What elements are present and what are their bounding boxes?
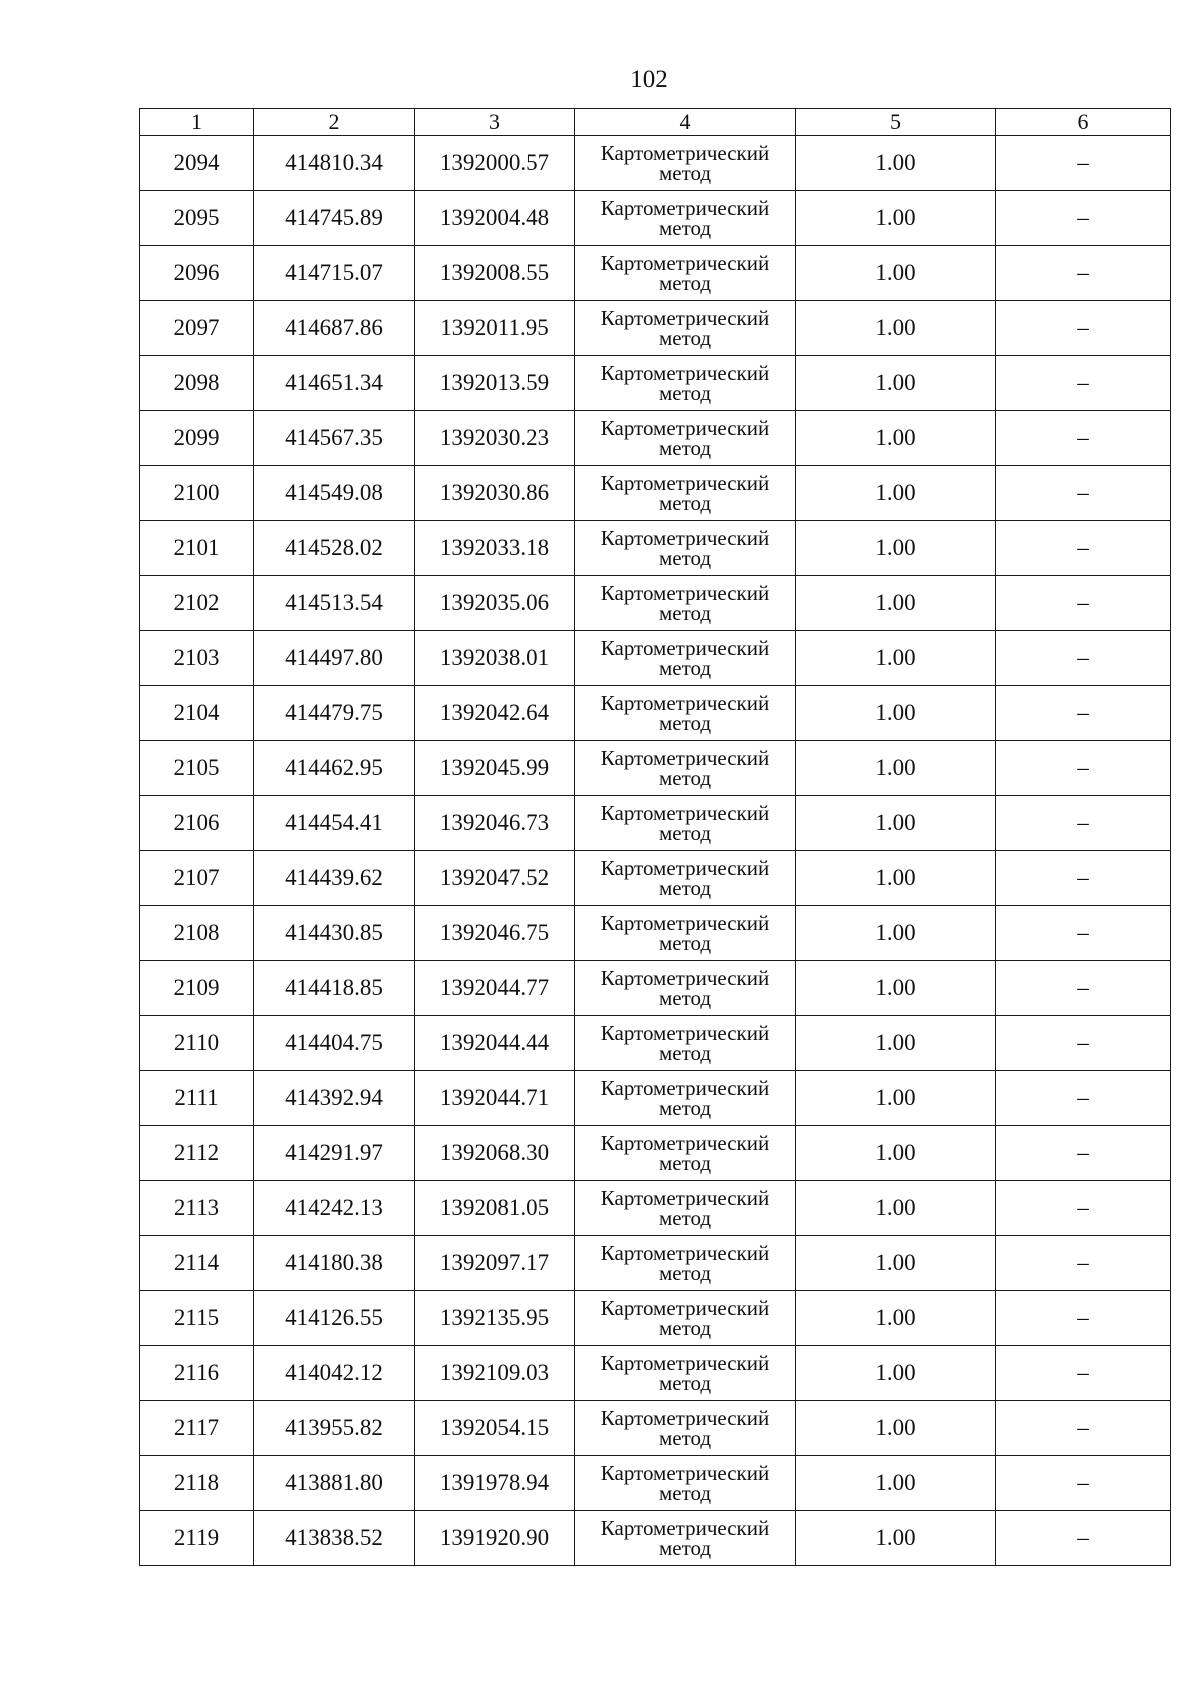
method-line-1: Картометрический <box>600 1406 770 1430</box>
y-coordinate-cell: 1392000.57 <box>415 136 575 191</box>
point-number-cell: 2111 <box>140 1071 254 1126</box>
accuracy-cell: 1.00 <box>796 851 996 906</box>
table-row <box>140 1346 1171 1401</box>
x-coordinate-cell: 414454.41 <box>254 796 415 851</box>
accuracy-cell: 1.00 <box>796 136 996 191</box>
accuracy-cell: 1.00 <box>796 521 996 576</box>
accuracy-cell: 1.00 <box>796 1511 996 1566</box>
method-line-2: метод <box>658 1536 712 1560</box>
point-number-cell: 2100 <box>140 466 254 521</box>
accuracy-cell: 1.00 <box>796 961 996 1016</box>
point-number-cell: 2101 <box>140 521 254 576</box>
table-row <box>140 191 1171 246</box>
method-cell <box>575 246 796 301</box>
method-line-1: Картометрический <box>600 306 770 330</box>
y-coordinate-cell: 1392068.30 <box>415 1126 575 1181</box>
method-line-2: метод <box>658 1371 712 1395</box>
table-row <box>140 1236 1171 1291</box>
method-line-2: метод <box>658 1316 712 1340</box>
note-cell: – <box>996 1291 1171 1346</box>
y-coordinate-cell: 1392008.55 <box>415 246 575 301</box>
table-row <box>140 301 1171 356</box>
point-number-cell: 2098 <box>140 356 254 411</box>
x-coordinate-cell: 413881.80 <box>254 1456 415 1511</box>
table-row <box>140 961 1171 1016</box>
table-row <box>140 631 1171 686</box>
y-coordinate-cell: 1392044.77 <box>415 961 575 1016</box>
y-coordinate-cell: 1392135.95 <box>415 1291 575 1346</box>
note-cell: – <box>996 191 1171 246</box>
x-coordinate-cell: 414651.34 <box>254 356 415 411</box>
table-row <box>140 1016 1171 1071</box>
accuracy-cell: 1.00 <box>796 1291 996 1346</box>
table-row <box>140 356 1171 411</box>
table-row <box>140 686 1171 741</box>
accuracy-cell: 1.00 <box>796 741 996 796</box>
point-number-cell: 2102 <box>140 576 254 631</box>
method-line-2: метод <box>658 546 712 570</box>
point-number-cell: 2109 <box>140 961 254 1016</box>
note-cell: – <box>996 246 1171 301</box>
column-header-5: 5 <box>796 109 996 136</box>
method-line-2: метод <box>658 601 712 625</box>
y-coordinate-cell: 1392097.17 <box>415 1236 575 1291</box>
table-row <box>140 1511 1171 1566</box>
note-cell: – <box>996 1126 1171 1181</box>
accuracy-cell: 1.00 <box>796 411 996 466</box>
note-cell: – <box>996 906 1171 961</box>
method-line-1: Картометрический <box>600 196 770 220</box>
accuracy-cell: 1.00 <box>796 246 996 301</box>
method-line-1: Картометрический <box>600 1021 770 1045</box>
column-header-2: 2 <box>254 109 415 136</box>
note-cell: – <box>996 686 1171 741</box>
accuracy-cell: 1.00 <box>796 1016 996 1071</box>
table-row <box>140 521 1171 576</box>
method-line-1: Картометрический <box>600 746 770 770</box>
point-number-cell: 2106 <box>140 796 254 851</box>
y-coordinate-cell: 1391978.94 <box>415 1456 575 1511</box>
y-coordinate-cell: 1392030.86 <box>415 466 575 521</box>
point-number-cell: 2114 <box>140 1236 254 1291</box>
note-cell: – <box>996 631 1171 686</box>
accuracy-cell: 1.00 <box>796 1181 996 1236</box>
method-line-1: Картометрический <box>600 636 770 660</box>
method-line-1: Картометрический <box>600 526 770 550</box>
accuracy-cell: 1.00 <box>796 466 996 521</box>
y-coordinate-cell: 1392044.44 <box>415 1016 575 1071</box>
method-cell <box>575 191 796 246</box>
x-coordinate-cell: 414715.07 <box>254 246 415 301</box>
method-line-1: Картометрический <box>600 1461 770 1485</box>
point-number-cell: 2096 <box>140 246 254 301</box>
accuracy-cell: 1.00 <box>796 1346 996 1401</box>
method-line-1: Картометрический <box>600 1076 770 1100</box>
method-line-2: метод <box>658 1261 712 1285</box>
point-number-cell: 2116 <box>140 1346 254 1401</box>
method-line-1: Картометрический <box>600 1296 770 1320</box>
method-line-1: Картометрический <box>600 416 770 440</box>
accuracy-cell: 1.00 <box>796 686 996 741</box>
point-number-cell: 2099 <box>140 411 254 466</box>
y-coordinate-cell: 1392033.18 <box>415 521 575 576</box>
column-header-3: 3 <box>415 109 575 136</box>
method-line-2: метод <box>658 161 712 185</box>
method-line-1: Картометрический <box>600 966 770 990</box>
x-coordinate-cell: 414479.75 <box>254 686 415 741</box>
point-number-cell: 2117 <box>140 1401 254 1456</box>
note-cell: – <box>996 1346 1171 1401</box>
point-number-cell: 2108 <box>140 906 254 961</box>
note-cell: – <box>996 356 1171 411</box>
method-line-2: метод <box>658 381 712 405</box>
method-line-2: метод <box>658 876 712 900</box>
method-cell <box>575 741 796 796</box>
table-row <box>140 741 1171 796</box>
point-number-cell: 2097 <box>140 301 254 356</box>
table-row <box>140 136 1171 191</box>
note-cell: – <box>996 301 1171 356</box>
accuracy-cell: 1.00 <box>796 1126 996 1181</box>
method-cell <box>575 686 796 741</box>
method-line-1: Картометрический <box>600 1241 770 1265</box>
accuracy-cell: 1.00 <box>796 631 996 686</box>
method-cell <box>575 136 796 191</box>
note-cell: – <box>996 1401 1171 1456</box>
method-line-1: Картометрический <box>600 1186 770 1210</box>
x-coordinate-cell: 414549.08 <box>254 466 415 521</box>
method-cell <box>575 1456 796 1511</box>
x-coordinate-cell: 414528.02 <box>254 521 415 576</box>
method-line-1: Картометрический <box>600 1351 770 1375</box>
x-coordinate-cell: 414242.13 <box>254 1181 415 1236</box>
column-header-6: 6 <box>996 109 1171 136</box>
point-number-cell: 2119 <box>140 1511 254 1566</box>
table-header <box>140 109 1171 136</box>
accuracy-cell: 1.00 <box>796 1456 996 1511</box>
y-coordinate-cell: 1392013.59 <box>415 356 575 411</box>
note-cell: – <box>996 851 1171 906</box>
method-cell <box>575 1126 796 1181</box>
y-coordinate-cell: 1392081.05 <box>415 1181 575 1236</box>
point-number-cell: 2103 <box>140 631 254 686</box>
table-row <box>140 1126 1171 1181</box>
method-line-1: Картометрический <box>600 856 770 880</box>
x-coordinate-cell: 414392.94 <box>254 1071 415 1126</box>
y-coordinate-cell: 1391920.90 <box>415 1511 575 1566</box>
page-number: 102 <box>630 66 668 93</box>
table-body <box>140 136 1171 1566</box>
y-coordinate-cell: 1392011.95 <box>415 301 575 356</box>
note-cell: – <box>996 136 1171 191</box>
note-cell: – <box>996 1456 1171 1511</box>
method-line-2: метод <box>658 1151 712 1175</box>
x-coordinate-cell: 414439.62 <box>254 851 415 906</box>
method-line-2: метод <box>658 436 712 460</box>
y-coordinate-cell: 1392030.23 <box>415 411 575 466</box>
method-line-1: Картометрический <box>600 1516 770 1540</box>
method-line-2: метод <box>658 491 712 515</box>
table-row <box>140 851 1171 906</box>
method-line-2: метод <box>658 271 712 295</box>
point-number-cell: 2115 <box>140 1291 254 1346</box>
method-line-2: метод <box>658 326 712 350</box>
method-line-2: метод <box>658 711 712 735</box>
note-cell: – <box>996 1236 1171 1291</box>
note-cell: – <box>996 741 1171 796</box>
column-header-4: 4 <box>575 109 796 136</box>
method-line-1: Картометрический <box>600 581 770 605</box>
method-line-2: метод <box>658 986 712 1010</box>
x-coordinate-cell: 414462.95 <box>254 741 415 796</box>
method-line-2: метод <box>658 1096 712 1120</box>
x-coordinate-cell: 414404.75 <box>254 1016 415 1071</box>
table-row <box>140 1291 1171 1346</box>
method-line-1: Картометрический <box>600 911 770 935</box>
accuracy-cell: 1.00 <box>796 301 996 356</box>
accuracy-cell: 1.00 <box>796 356 996 411</box>
y-coordinate-cell: 1392047.52 <box>415 851 575 906</box>
note-cell: – <box>996 466 1171 521</box>
method-line-2: метод <box>658 766 712 790</box>
table-row <box>140 796 1171 851</box>
accuracy-cell: 1.00 <box>796 1401 996 1456</box>
x-coordinate-cell: 414687.86 <box>254 301 415 356</box>
method-cell <box>575 1401 796 1456</box>
point-number-cell: 2095 <box>140 191 254 246</box>
method-line-2: метод <box>658 1426 712 1450</box>
point-number-cell: 2112 <box>140 1126 254 1181</box>
method-cell <box>575 631 796 686</box>
note-cell: – <box>996 1511 1171 1566</box>
y-coordinate-cell: 1392054.15 <box>415 1401 575 1456</box>
accuracy-cell: 1.00 <box>796 191 996 246</box>
y-coordinate-cell: 1392004.48 <box>415 191 575 246</box>
table-row <box>140 411 1171 466</box>
method-line-1: Картометрический <box>600 361 770 385</box>
note-cell: – <box>996 796 1171 851</box>
method-cell <box>575 1071 796 1126</box>
x-coordinate-cell: 414810.34 <box>254 136 415 191</box>
method-line-1: Картометрический <box>600 141 770 165</box>
method-cell <box>575 576 796 631</box>
method-line-2: метод <box>658 821 712 845</box>
point-number-cell: 2110 <box>140 1016 254 1071</box>
table-row <box>140 1071 1171 1126</box>
accuracy-cell: 1.00 <box>796 1071 996 1126</box>
note-cell: – <box>996 411 1171 466</box>
table-row <box>140 1181 1171 1236</box>
method-line-2: метод <box>658 216 712 240</box>
method-cell <box>575 1236 796 1291</box>
method-line-2: метод <box>658 1041 712 1065</box>
method-cell <box>575 301 796 356</box>
y-coordinate-cell: 1392045.99 <box>415 741 575 796</box>
x-coordinate-cell: 414418.85 <box>254 961 415 1016</box>
x-coordinate-cell: 414513.54 <box>254 576 415 631</box>
accuracy-cell: 1.00 <box>796 796 996 851</box>
method-cell <box>575 1346 796 1401</box>
table-row <box>140 576 1171 631</box>
method-cell <box>575 906 796 961</box>
note-cell: – <box>996 1071 1171 1126</box>
point-number-cell: 2113 <box>140 1181 254 1236</box>
y-coordinate-cell: 1392044.71 <box>415 1071 575 1126</box>
x-coordinate-cell: 413955.82 <box>254 1401 415 1456</box>
x-coordinate-cell: 414126.55 <box>254 1291 415 1346</box>
table-row <box>140 246 1171 301</box>
header-row <box>140 109 1171 136</box>
method-cell <box>575 1016 796 1071</box>
method-line-1: Картометрический <box>600 251 770 275</box>
note-cell: – <box>996 576 1171 631</box>
y-coordinate-cell: 1392046.75 <box>415 906 575 961</box>
x-coordinate-cell: 414745.89 <box>254 191 415 246</box>
method-cell <box>575 961 796 1016</box>
method-line-2: метод <box>658 656 712 680</box>
point-number-cell: 2107 <box>140 851 254 906</box>
method-cell <box>575 521 796 576</box>
point-number-cell: 2105 <box>140 741 254 796</box>
accuracy-cell: 1.00 <box>796 576 996 631</box>
y-coordinate-cell: 1392038.01 <box>415 631 575 686</box>
x-coordinate-cell: 413838.52 <box>254 1511 415 1566</box>
x-coordinate-cell: 414042.12 <box>254 1346 415 1401</box>
x-coordinate-cell: 414567.35 <box>254 411 415 466</box>
y-coordinate-cell: 1392109.03 <box>415 1346 575 1401</box>
method-cell <box>575 411 796 466</box>
method-cell <box>575 1511 796 1566</box>
x-coordinate-cell: 414291.97 <box>254 1126 415 1181</box>
y-coordinate-cell: 1392046.73 <box>415 796 575 851</box>
y-coordinate-cell: 1392042.64 <box>415 686 575 741</box>
method-line-1: Картометрический <box>600 1131 770 1155</box>
point-number-cell: 2118 <box>140 1456 254 1511</box>
method-line-2: метод <box>658 1206 712 1230</box>
accuracy-cell: 1.00 <box>796 1236 996 1291</box>
note-cell: – <box>996 961 1171 1016</box>
coordinates-table <box>139 108 1171 1566</box>
note-cell: – <box>996 1181 1171 1236</box>
method-line-2: метод <box>658 1481 712 1505</box>
method-cell <box>575 466 796 521</box>
note-cell: – <box>996 521 1171 576</box>
method-line-1: Картометрический <box>600 801 770 825</box>
method-line-2: метод <box>658 931 712 955</box>
method-cell <box>575 851 796 906</box>
y-coordinate-cell: 1392035.06 <box>415 576 575 631</box>
table-row <box>140 1401 1171 1456</box>
method-line-1: Картометрический <box>600 471 770 495</box>
method-cell <box>575 796 796 851</box>
x-coordinate-cell: 414430.85 <box>254 906 415 961</box>
x-coordinate-cell: 414497.80 <box>254 631 415 686</box>
point-number-cell: 2104 <box>140 686 254 741</box>
column-header-1: 1 <box>140 109 254 136</box>
method-line-1: Картометрический <box>600 691 770 715</box>
x-coordinate-cell: 414180.38 <box>254 1236 415 1291</box>
point-number-cell: 2094 <box>140 136 254 191</box>
method-cell <box>575 1181 796 1236</box>
method-cell <box>575 356 796 411</box>
accuracy-cell: 1.00 <box>796 906 996 961</box>
method-cell <box>575 1291 796 1346</box>
table-row <box>140 906 1171 961</box>
table-row <box>140 466 1171 521</box>
table-row <box>140 1456 1171 1511</box>
note-cell: – <box>996 1016 1171 1071</box>
